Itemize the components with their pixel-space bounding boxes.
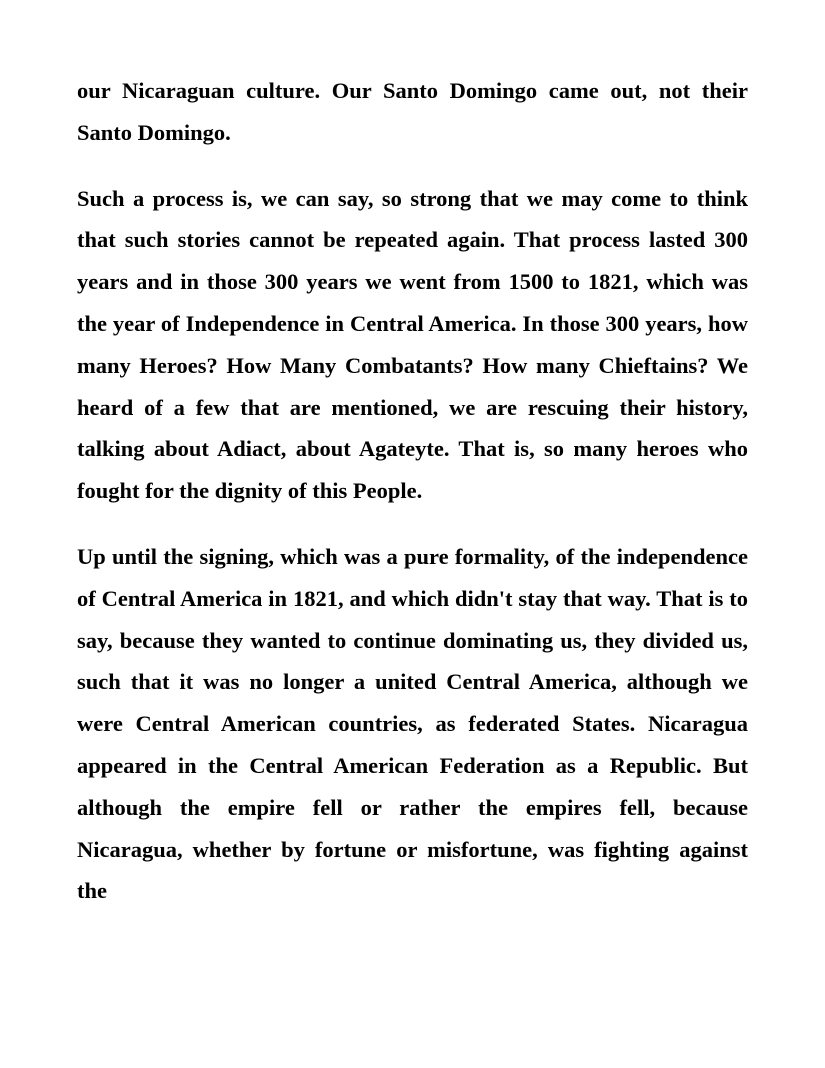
paragraph-3: Up until the signing, which was a pure formality, of the independence of Central America in 1821, and which didn't stay that way. That is to say, because they wanted to continue dominating us, they divided us, such that it was no longer a united Central America, although we were Central American countries, as federated States. Nicaragua appeared in the Central American Federation as a Republic. But although the empire fell or rather the empires fell, because Nicaragua, whether by fortune or misfortune, was fighting against the [77, 543, 748, 904]
document-page [77, 70, 748, 912]
paragraph-1: our Nicaraguan culture. Our Santo Domingo came out, not their Santo Domingo. [77, 78, 748, 145]
paragraph-2: Such a process is, we can say, so strong that we may come to think that such stories cannot be repeated again. That process lasted 300 years and in those 300 years we went from 1500 to 1821, which was the year of Independence in Central America. In those 300 years, how many Heroes? How Many Combatants? How many Chieftains? We heard of a few that are mentioned, we are rescuing their history, talking about Adiact, about Agateyte. That is, so many heroes who fought for the dignity of this People. [77, 185, 748, 504]
